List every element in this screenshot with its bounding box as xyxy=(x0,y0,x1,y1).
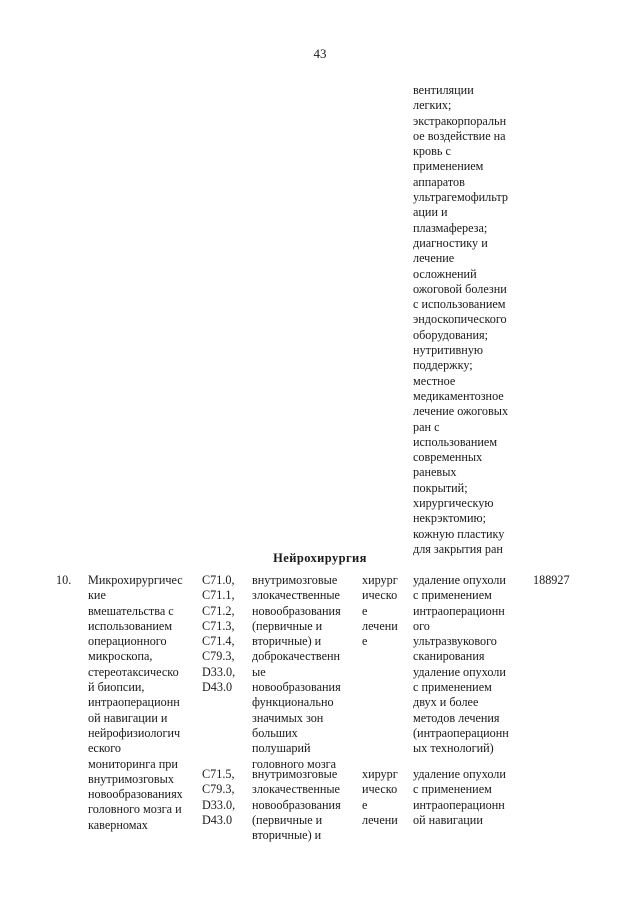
treatment-method-1: удаление опухоли с применением интраоперационн ого ультразвукового сканирования удаление опухоли с применением двух и более методов лечения (интраоперационн ых технологий) xyxy=(413,573,509,756)
row-number: 10. xyxy=(56,573,72,587)
section-heading: Нейрохирургия xyxy=(273,551,367,565)
patient-model-2: внутримозговые злокачественные новообразования (первичные и вторичные) и xyxy=(252,767,341,843)
icd-codes-group-2: C71.5, C79.3, D33.0, D43.0 xyxy=(202,767,236,827)
patient-model-1: внутримозговые злокачественные новообразования (первичные и вторичные) и доброкачественн ые новообразования функционально значимых зон больших полушарий головного мозга xyxy=(252,573,341,771)
intervention-name: Микрохирургичес кие вмешательства с использованием операционного микроскопа, стереотаксическо й биопсии, интраоперационн ой навигации и нейрофизиологич eского мониторинга при внутримозговых новообразованиях головного мозга и каверномах xyxy=(88,573,183,832)
treatment-type-2: хирург ическо е лечени xyxy=(362,767,398,827)
treatment-method-2: удаление опухоли с применением интраоперационн ой навигации xyxy=(413,767,506,827)
continued-treatment-text: вентиляции легких; экстракорпоральн ое воздействие на кровь с применением аппаратов ультрагемофильтр ации и плазмафереза; диагностику и лечение осложнений ожоговой болезни с использованием эндоскопического оборудования; нутритивную поддержку; местное медикаментозное лечение ожоговых ран с использованием современных раневых покрытий; хирургическую некрэктомию; кожную пластику для закрытия ран xyxy=(413,83,509,556)
page-number: 43 xyxy=(313,46,327,61)
icd-codes-group-1: C71.0, C71.1, C71.2, C71.3, C71.4, C79.3, D33.0, D43.0 xyxy=(202,573,236,695)
cost-value: 188927 xyxy=(533,573,570,587)
treatment-type-1: хирург ическо е лечени е xyxy=(362,573,398,649)
